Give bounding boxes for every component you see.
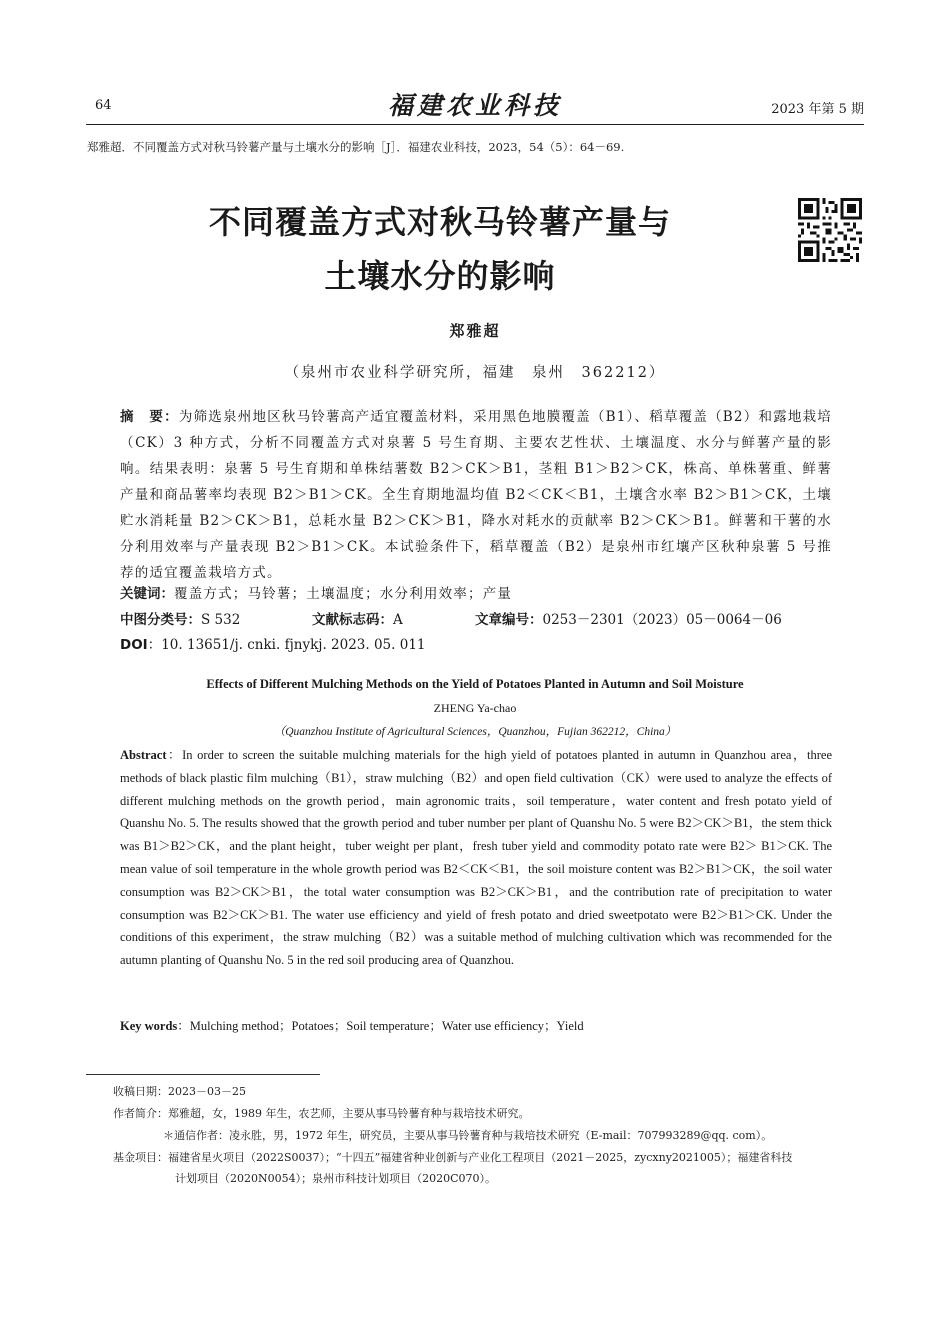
english-abstract [120,744,832,972]
english-keywords [120,1016,584,1034]
corresponding-author: ＊通信作者：凌永胜，男，1972 年生，研究员，主要从事马铃薯育种与栽培技术研究（E-mail：707993289@qq. com）。 [163,1129,773,1142]
doc-code [312,608,403,628]
doi-label: DOI [120,637,148,653]
english-keywords-label: Key words [120,1019,178,1033]
keywords-label: 关键词： [120,586,174,602]
abstract-text: 为筛选泉州地区秋马铃薯高产适宜覆盖材料，采用黑色地膜覆盖（B1）、稻草覆盖（B2）和露地栽培（CK）3 种方式，分析不同覆盖方式对泉薯 5 号生育期、主要农艺性状、土壤温度、水分与鲜薯产量的影响。结果表明：泉薯 5 号生育期和单株结薯数 B2＞CK＞B1，茎粗 B1＞B2＞CK，株高、单株薯重、鲜薯产量和商品薯率均表现 B2＞B1＞CK。全生育期地温均值 B2＜CK＜B1，土壤含水率 B2＞B1＞CK，土壤贮水消耗量 B2＞CK＞B1，总耗水量 B2＞CK＞B1，降水对耗水的贡献率 B2＞CK＞B1。鲜薯和干薯的水分利用效率与产量表现 B2＞B1＞CK。本试验条件下，稻草覆盖（B2）是泉州市红壤产区秋种泉薯 5 号推荐的适宜覆盖栽培方式。 [120,409,833,581]
title-line-1: 不同覆盖方式对秋马铃薯产量与 [208,203,671,241]
doc-code-value: A [393,612,403,628]
english-author: ZHENG Ya-chao [433,701,517,715]
abstract-label: 摘 要： [120,409,179,425]
english-abstract-label: Abstract [120,748,167,762]
citation: 郑雅超．不同覆盖方式对秋马铃薯产量与土壤水分的影响［J］．福建农业科技，2023，54（5）：64－69. [87,140,625,154]
english-abstract-text: ：In order to screen the suitable mulching materials for the high yield of potatoes planted in autumn in Quanzhou area，three methods of black plastic film mulching（B1），straw mulching（B2）and open field cultivation（CK）were used to analyze the effects of different mulching methods on the growth period，main agronomic traits，soil temperature，water content and fresh potato yield of Quanshu No. 5. The results showed that the growth period and tuber number per plant of Quanshu No. 5 were B2＞CK＞B1，the stem thick was B1＞B2＞CK，and the plant height，tuber weight per plant，fresh tuber yield and commodity potato rate were B2＞ B1＞CK. The mean value of soil temperature in the whole growth period was B2＜CK＜B1，the soil moisture content was B2＞B1＞CK，the soil water consumption was B2＞CK＞B1，the total water consumption was B2＞CK＞B1，and the contribution rate of precipitation to water consumption was B2＞CK＞B1. The water use efficiency and yield of fresh potato and dried sweetpotato were B2＞B1＞CK. Under the conditions of this experiment，the straw mulching（B2）was a suitable method of mulching cultivation which was recommended for the autumn planting of Quanshu No. 5 in the red soil producing area of Quanzhou. [120,748,832,968]
funding-line-2: 计划项目（2020N0054）；泉州市科技计划项目（2020C070）。 [175,1172,497,1185]
english-keywords-text: ：Mulching method；Potatoes；Soil temperature；Water use efficiency；Yield [177,1019,584,1033]
abstract [120,404,832,586]
classification-line [120,608,240,628]
funding-line-1: 基金项目：福建省星火项目（2022S0037）；“十四五”福建省种业创新与产业化工程项目（2021－2025，zycxny2021005）；福建省科技 [113,1151,793,1164]
doi-value: ：10. 13651/j. cnki. fjnykj. 2023. 05. 011 [147,637,426,653]
qr-code-icon [798,198,862,262]
author-intro: 作者简介：郑雅超，女，1989 年生，农艺师，主要从事马铃薯育种与栽培技术研究。 [113,1107,530,1120]
doc-code-label: 文献标志码： [312,612,393,628]
clc-value: S 532 [201,612,241,628]
journal-name: 福建农业科技 [387,91,562,120]
received-date: 收稿日期：2023－03－25 [113,1085,246,1098]
article-number-label: 文章编号： [475,612,543,628]
page-number: 64 [95,98,112,113]
keywords [120,582,512,602]
english-title: Effects of Different Mulching Methods on the Yield of Potatoes Planted in Autumn and Soil Moisture [206,677,744,691]
article-number [475,608,782,628]
title-line-2: 土壤水分的影响 [324,257,556,295]
keywords-text: 覆盖方式；马铃薯；土壤温度；水分利用效率；产量 [174,586,513,602]
clc-label: 中图分类号： [120,612,201,628]
issue-label: 2023 年第 5 期 [771,102,864,117]
article-number-value: 0253－2301（2023）05－0064－06 [542,612,782,628]
page-title [130,195,750,303]
author-name: 郑雅超 [449,322,501,340]
footnote-rule [86,1074,320,1075]
doi [120,633,426,653]
affiliation: （泉州市农业科学研究所，福建 泉州 362212） [284,365,666,381]
header-rule [86,124,864,125]
english-affiliation: （Quanzhou Institute of Agricultural Sciences，Quanzhou，Fujian 362212，China） [273,726,677,738]
